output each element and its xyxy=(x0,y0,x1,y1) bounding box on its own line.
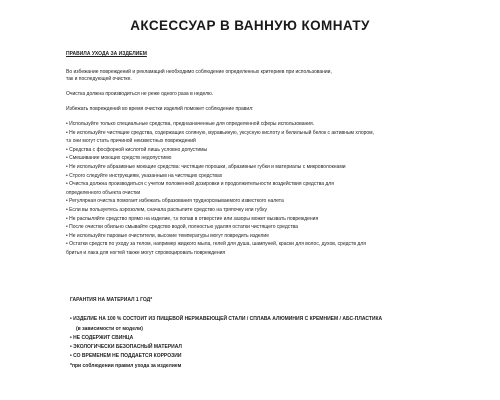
care-rule-line: • Используйте только специальные средства, предназначенные для определенной сферы использования. xyxy=(66,121,315,127)
guarantee-item: • НЕ СОДЕРЖИТ СВИНЦА xyxy=(70,334,134,341)
guarantee-item-note: (в зависимости от модели) xyxy=(76,325,143,332)
guarantee-footnote: *при соблюдении правил ухода за изделием xyxy=(70,362,182,369)
care-rule-line: • Не используйте абразивные моющие средства: чистящие порошки, абразивные губки и материалы с микроволокнами xyxy=(66,163,346,170)
care-rule-line: • Не используйте чистящие средства, содержащих соляную, муравьиную, уксусную кислоту и белильный белок с активным хлором, xyxy=(66,129,375,136)
care-rule-line: • После очистки обильно смывайте средство водой, полностью удаляя остатки чистящего средства xyxy=(66,224,298,231)
guarantee-heading: ГАРАНТИЯ НА МАТЕРИАЛ 1 ГОД* xyxy=(70,297,153,303)
guarantee-item: • СО ВРЕМЕНЕМ НЕ ПОДДАЕТСЯ КОРРОЗИИ xyxy=(70,353,182,360)
care-rules-list xyxy=(66,121,486,257)
guarantee-list xyxy=(70,316,490,360)
page-title: АКСЕССУАР В ВАННУЮ КОМНАТУ xyxy=(130,18,370,33)
care-avoid xyxy=(66,106,486,113)
guarantee-item: • ЭКОЛОГИЧЕСКИ БЕЗОПАСНЫЙ МАТЕРИАЛ xyxy=(70,344,182,351)
care-intro-line-2: так и последующей очистке. xyxy=(66,76,132,82)
care-section xyxy=(66,51,486,259)
guarantee-section xyxy=(70,297,490,370)
care-frequency-text: Очистка должна производиться не реже одного раза в неделю. xyxy=(66,91,214,97)
care-rule-line: т.к они могут стать причиной неизвестных повреждений xyxy=(66,138,196,145)
care-rule-line: • Регулярная очистка помогает избежать образования труднорсмываемого известкого налета xyxy=(66,198,284,205)
care-rule-line: бритья и лака для ногтей также могут спровоцировать повреждения xyxy=(66,249,226,256)
care-frequency xyxy=(66,91,486,98)
care-rule-line: • Не распыляйте средство прямо на изделие, т.к попав в отверстие или зазоры может вызвать повреждения xyxy=(66,215,319,222)
care-rule-line: • Смешивание моющих средств недопустимо xyxy=(66,155,172,162)
care-rule-line: • Строго следуйте инструкциям, указанным на чистящих средствах xyxy=(66,172,223,179)
care-rule-line: • Средства с фосфорной кислотой лишь условно допустимы xyxy=(66,146,208,153)
care-rule-line: • Остатки средств по уходу за телом, например жидкого мыла, гелей для душа, шампуней, краски для волос, духов, средств для xyxy=(66,241,366,248)
guarantee-item: • ИЗДЕЛИЕ НА 100 % СОСТОИТ ИЗ ПИЩЕВОЙ НЕРЖАВЕЮЩЕЙ СТАЛИ / СПЛАВА АЛЮМИНИЯ С КРЕМНИЕМ / АБС-ПЛАСТИКА xyxy=(70,316,383,323)
care-rule-line: определенного объекта очистки xyxy=(66,189,141,196)
care-rule-line: • Если вы пользуетесь аэрозолем, сначала распылите средство на тряпочку или губку xyxy=(66,206,267,213)
care-heading: ПРАВИЛА УХОДА ЗА ИЗДЕЛИЕМ xyxy=(66,51,147,57)
care-avoid-text: Избежать повреждений во время очистки изделий поможет соблюдение правил: xyxy=(66,106,254,112)
care-rule-line: • Очистка должна производиться с учетом положенной дозировки и продолжительности воздействия средства для xyxy=(66,181,334,188)
care-intro-line-1: Во избежание повреждений и рекламаций необходимо соблюдение определенных критериев при использовании, xyxy=(66,69,332,75)
care-rule-line: • Не используйте паровые очистители, высокие температуры могут повредить изделие xyxy=(66,232,270,239)
care-intro xyxy=(66,69,486,83)
